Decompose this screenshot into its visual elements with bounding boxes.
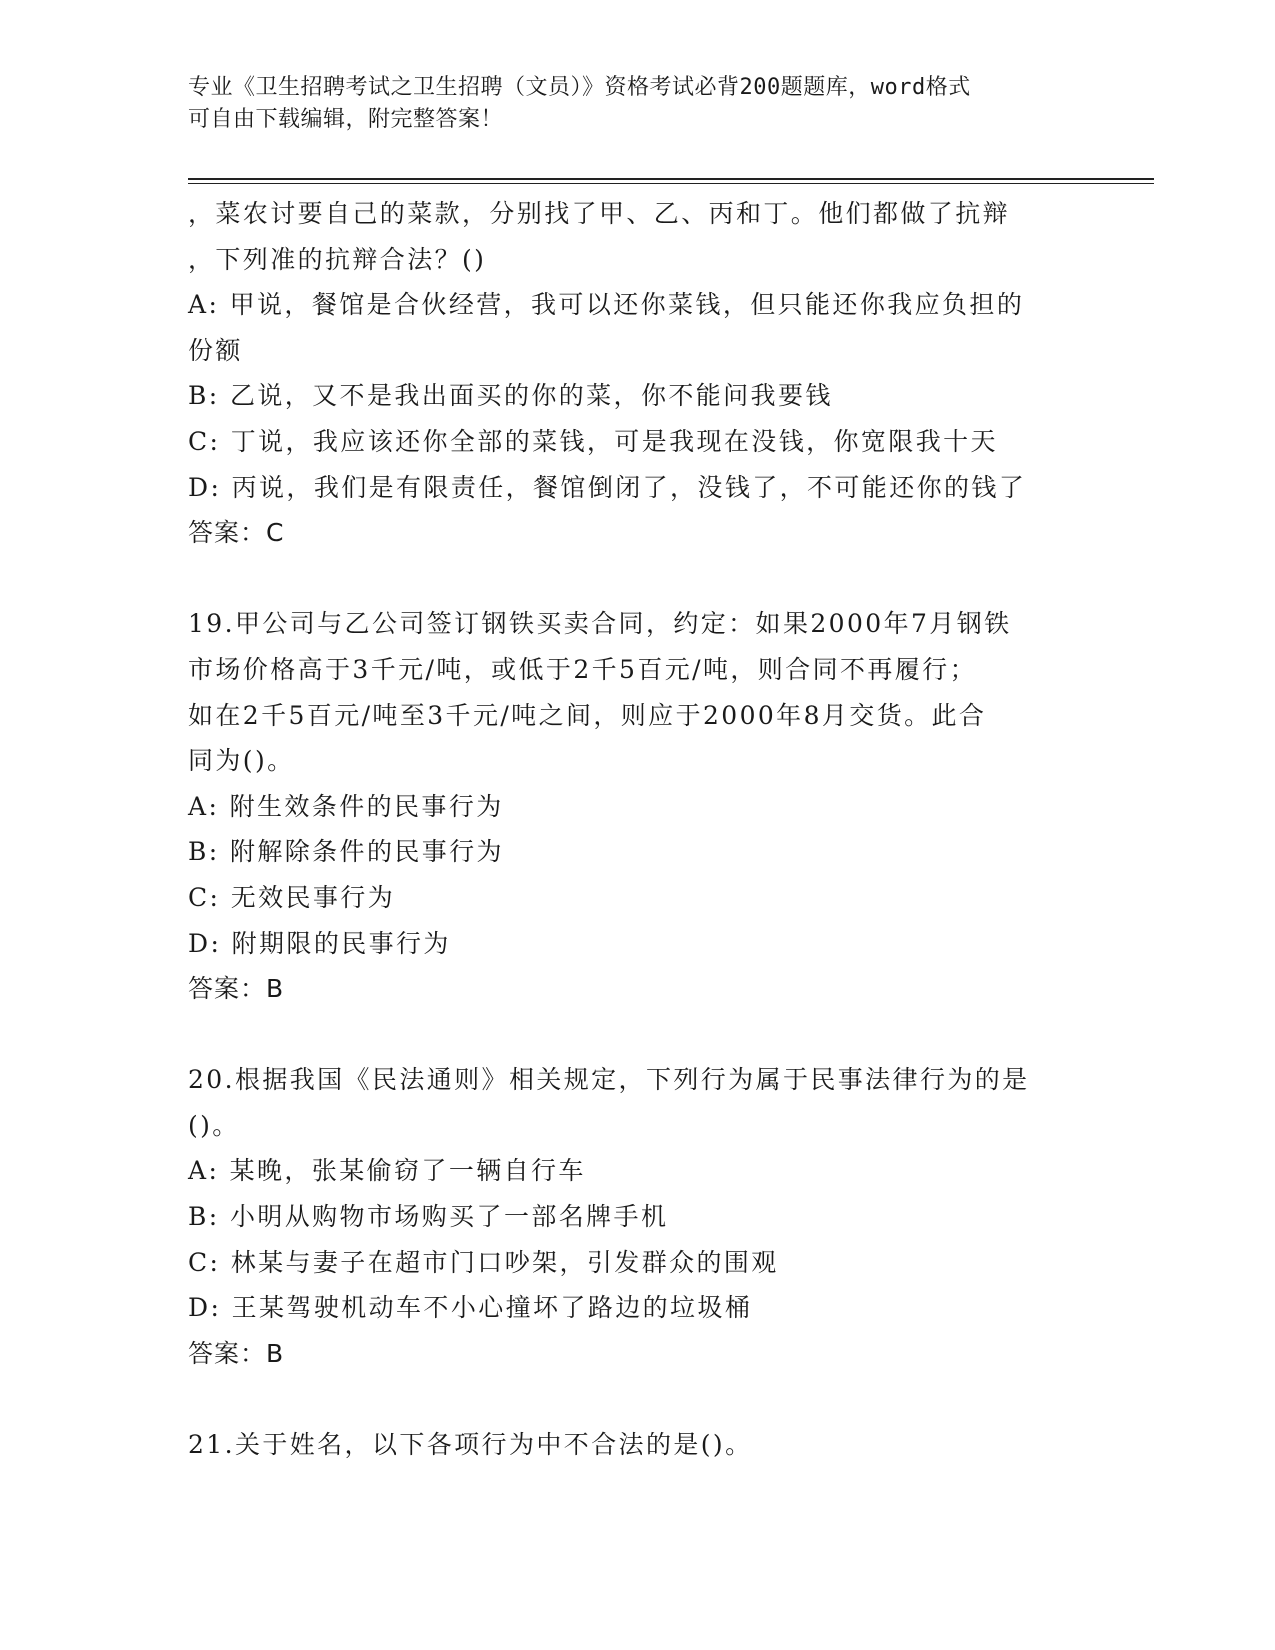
option-b: B: 附解除条件的民事行为 <box>188 837 504 867</box>
header-title-line-2: 可自由下载编辑，附完整答案！ <box>188 107 504 132</box>
option-d: D: 丙说，我们是有限责任，餐馆倒闭了，没钱了，不可能还你的钱了 <box>188 472 1027 502</box>
question-stem-line: 21.关于姓名，以下各项行为中不合法的是()。 <box>188 1430 753 1460</box>
question-stem-line: ，菜农讨要自己的菜款，分别找了甲、乙、丙和丁。他们都做了抗辩 <box>188 199 1011 228</box>
header-title-line-1: 专业《卫生招聘考试之卫生招聘（文员）》资格考试必背200题题库，word格式 <box>188 75 971 100</box>
option-d: D: 附期限的民事行为 <box>188 928 451 958</box>
spacer <box>188 1376 1088 1422</box>
document-body <box>188 191 1088 1468</box>
option-b: B: 乙说，又不是我出面买的你的菜，你不能问我要钱 <box>188 381 833 411</box>
question-stem-line: ，下列准的抗辩合法？() <box>188 244 487 274</box>
question-stem-line: 市场价格高于3千元/吨，或低于2千5百元/吨，则合同不再履行； <box>188 654 977 684</box>
document-header <box>188 72 1088 136</box>
question-20 <box>188 1057 1088 1376</box>
option-a: A: 甲说，餐馆是合伙经营，我可以还你菜钱，但只能还你我应负担的 <box>188 290 1025 320</box>
question-stem-line: 如在2千5百元/吨至3千元/吨之间，则应于2000年8月交货。此合 <box>188 700 987 730</box>
spacer <box>188 1012 1088 1058</box>
question-stem-line: 19.甲公司与乙公司签订钢铁买卖合同，约定：如果2000年7月钢铁 <box>188 609 1012 639</box>
spacer <box>188 556 1088 602</box>
question-stem-line: 20.根据我国《民法通则》相关规定，下列行为属于民事法律行为的是 <box>188 1065 1030 1095</box>
option-a: A: 某晚，张某偷窃了一辆自行车 <box>188 1156 586 1186</box>
option-a-continued: 份额 <box>188 335 243 365</box>
question-18 <box>188 191 1088 556</box>
option-a: A: 附生效条件的民事行为 <box>188 791 504 821</box>
question-19 <box>188 601 1088 1011</box>
answer-label: 答案：C <box>188 518 285 548</box>
option-c: C: 丁说，我应该还你全部的菜钱，可是我现在没钱，你宽限我十天 <box>188 426 998 456</box>
question-stem-line: 同为()。 <box>188 746 295 776</box>
option-c: C: 林某与妻子在超市门口吵架，引发群众的围观 <box>188 1247 779 1277</box>
header-divider-thin <box>188 183 1154 184</box>
option-c: C: 无效民事行为 <box>188 882 396 912</box>
answer-label: 答案：B <box>188 1338 285 1368</box>
question-21 <box>188 1422 1088 1468</box>
header-divider-thick <box>188 178 1154 180</box>
option-d: D: 王某驾驶机动车不小心撞坏了路边的垃圾桶 <box>188 1293 753 1323</box>
question-stem-line: ()。 <box>188 1110 240 1140</box>
option-b: B: 小明从购物市场购买了一部名牌手机 <box>188 1202 669 1232</box>
answer-label: 答案：B <box>188 974 285 1004</box>
